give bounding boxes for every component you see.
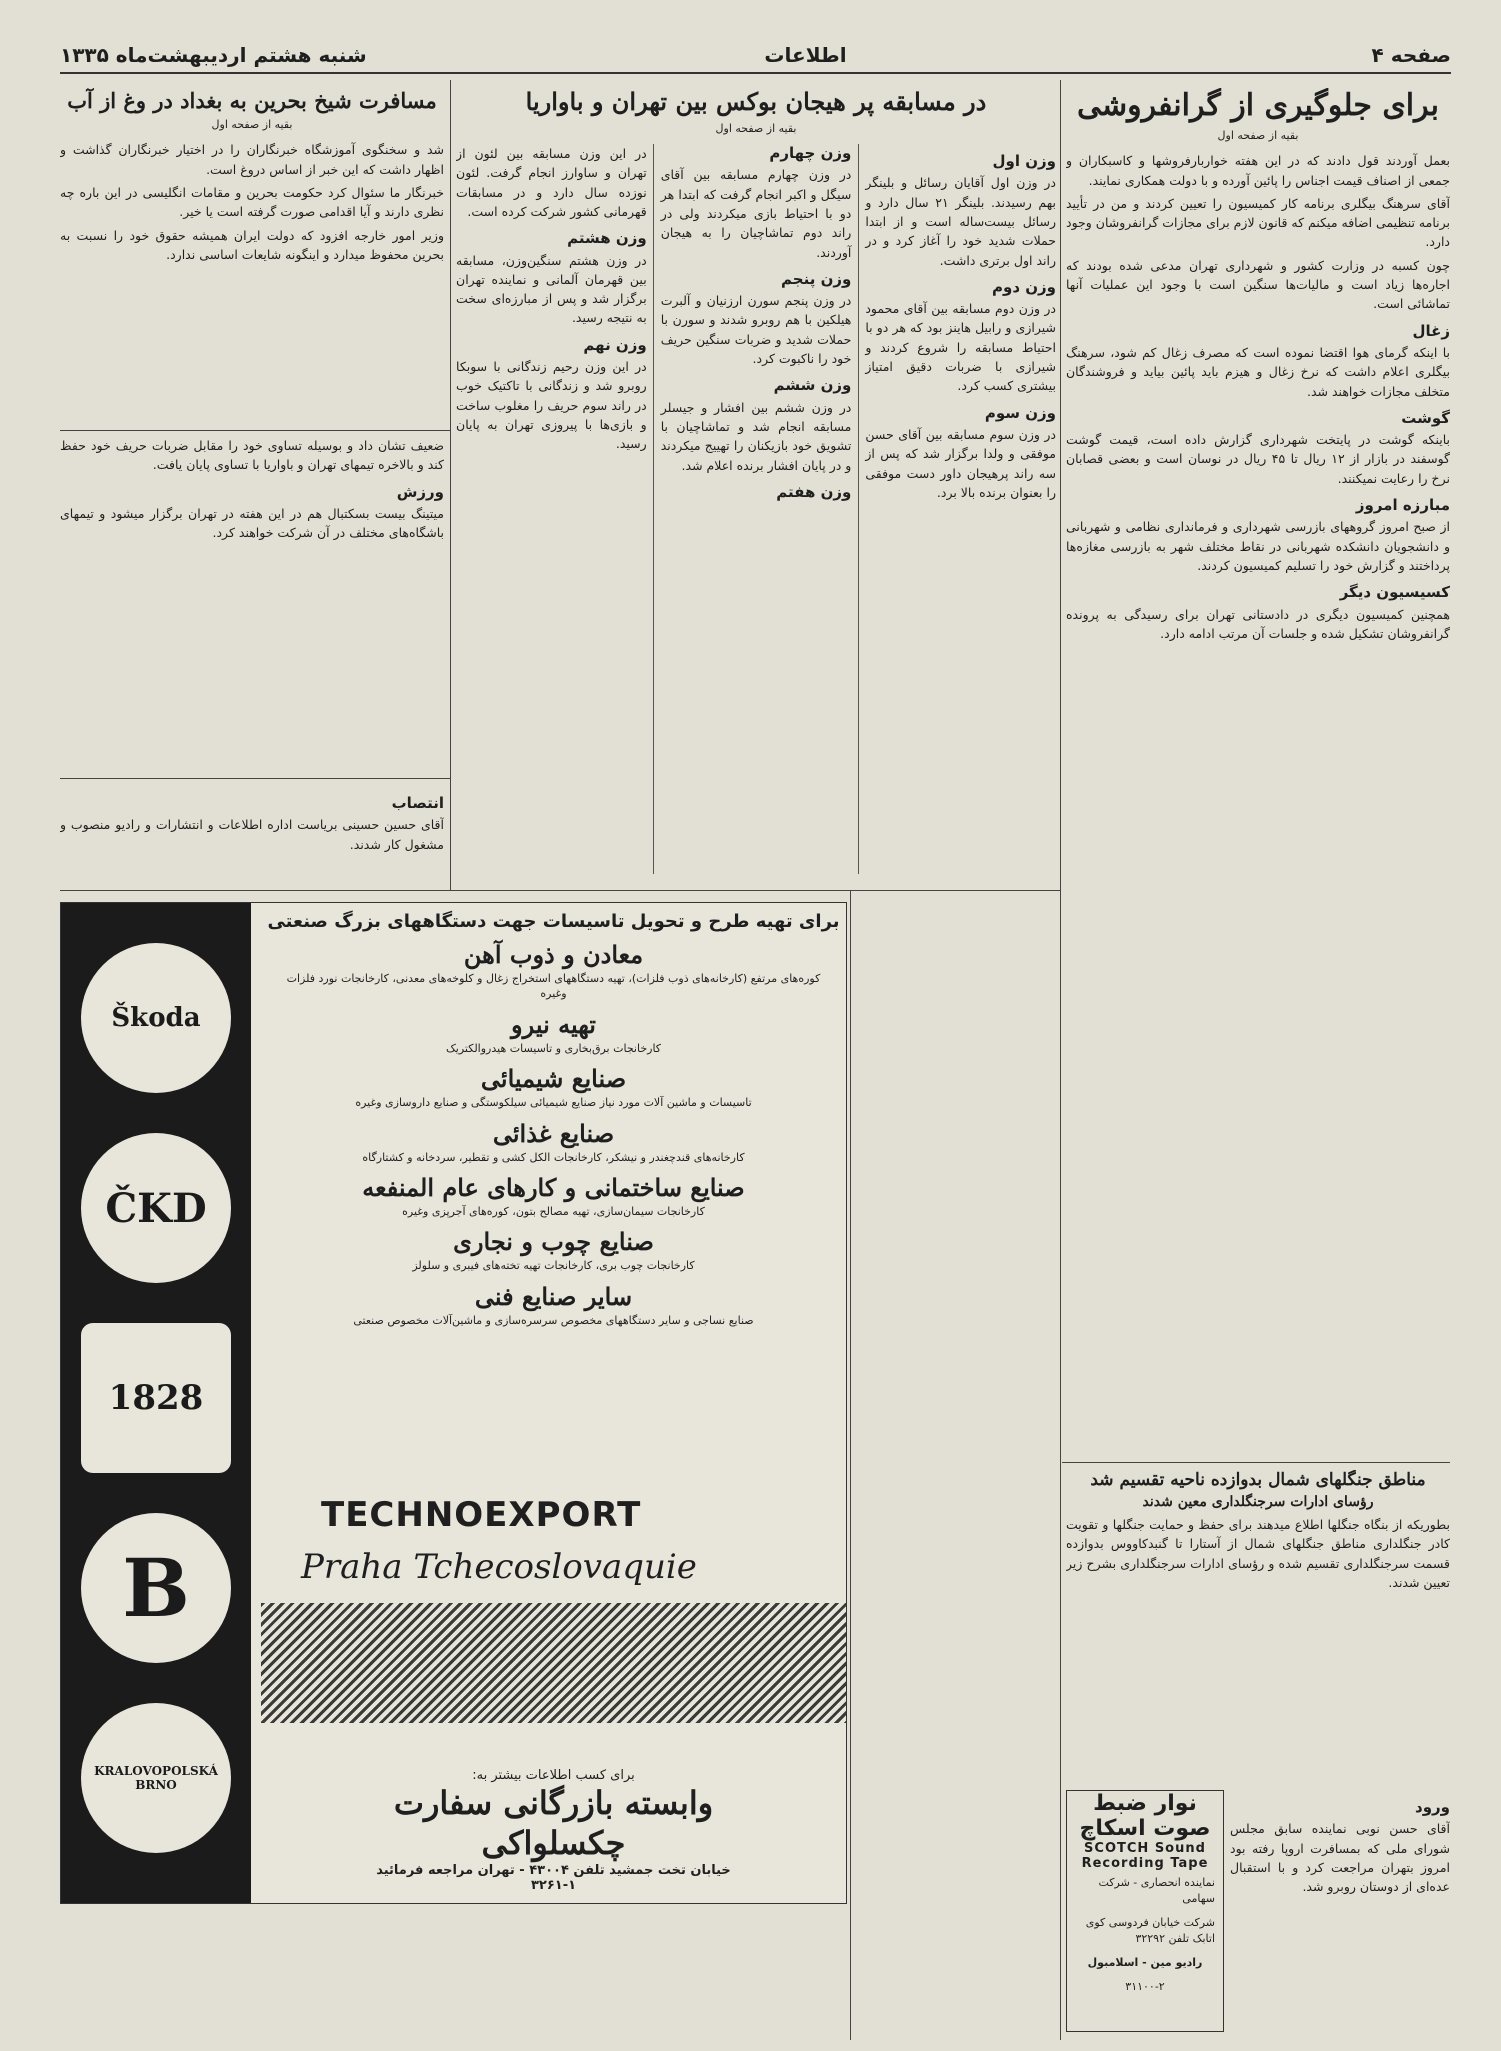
ad-contact <box>261 1768 846 1893</box>
section-title: وزن سوم <box>984 403 1056 422</box>
paragraph: در وزن پنجم سورن ارزنیان و آلبرت هیلکین با هم روبرو شدند و سورن با حملات شدید و ضربات سنگین حریف خود را ناکبوت کرد. <box>660 293 852 367</box>
ad-category-desc: کوره‌های مرتفع (کارخانه‌های ذوب فلزات)، تهیه دستگاههای استخراج زغال و کلوخه‌های معدنی، کارخانجات نورد فلزات وغیره <box>286 972 821 1001</box>
section-title: وزن چهارم <box>769 144 852 163</box>
section-title: وزن پنجم <box>781 269 852 288</box>
newspaper-name: اطلاعات <box>764 43 847 67</box>
logo-strip <box>61 903 251 1903</box>
paragraph: ضعیف تشان داد و بوسیله تساوی خود را مقابل ضربات حریف خود حفظ کند و بالاخره تیمهای تهران و باواریا با تساوی پایان یافت. <box>60 438 444 473</box>
brand-city: Praha Tchecoslovaquie <box>301 1547 697 1587</box>
article-boxing <box>456 88 1056 884</box>
column-rule <box>850 890 851 2040</box>
paragraph: میتینگ بیست بسکتبال هم در این هفته در تهران برگزار میشود و تیمهای باشگاه‌های مختلف در آن شرکت خواهند کرد. <box>60 505 444 541</box>
paragraph: آقای سرهنگ بیگلری برنامه کار کمیسیون را تعیین کردند و من در تأیید برنامه تنظیمی اضافه میکنم که قانون لازم برای مجازات گرانفروشان وجود دارد. <box>1066 195 1450 250</box>
continued-note: بقیه از صفحه اول <box>1217 129 1299 142</box>
paragraph: بعمل آوردند قول دادند که در این هفته خواربارفروشها و کاسبکاران و جمعی از اصناف قیمت اجناس را پائین آورده و با دولت همکاری نمایند. <box>1066 153 1450 188</box>
paragraph: با اینکه گرمای هوا اقتضا نموده است که مصرف زغال کم شود، سرهنگ بیگلری اعلام داشت که نرخ زغال و هیزم باید پائین بیاید و فروشندگان متخلف مجازات خواهند شد. <box>1066 344 1450 399</box>
paragraph: در این وزن مسابقه بین لئون از تهران و ساوارز انجام گرفت. لئون نوزده سال دارد و در مسابقات قهرمانی کشور شرکت کرده است. <box>456 146 647 219</box>
paragraph: از صبح امروز گروههای بازرسی شهرداری و فرمانداری نظامی و شهربانی و دانشجویان دانشکده شهربانی در نقاط مختلف شهر به بازرسی مغازه‌ها پرداختند و گزارش خود را تسلیم کمیسیون کردند. <box>1066 519 1450 573</box>
logo-1828: 1828 <box>81 1323 231 1473</box>
ad-category-desc: تاسیسات و ماشین آلات مورد نیاز صنایع شیمیائی سیلکوستگی و صنایع داروسازی وغیره <box>355 1096 752 1110</box>
section-title: ورزش <box>396 482 444 501</box>
headline: مناطق جنگلهای شمال بدوازده ناحیه تقسیم شد <box>1090 1470 1426 1490</box>
ad-address: شرکت خیابان فردوسی کوی اتابک تلفن ۳۲۲۹۲ <box>1085 1916 1215 1945</box>
ad-title: برای تهیه طرح و تحویل تاسیسات جهت دستگاههای بزرگ صنعتی <box>267 911 840 932</box>
paragraph: در این وزن رحیم زندگانی با سوبکا روبرو شد و زندگانی با تاکتیک خوب در راند سوم حریف را مغلوب ساخت و بازی‌ها با پیروزی تهران به پایان رسید. <box>456 359 647 452</box>
logo-ckd: ČKD <box>81 1133 231 1283</box>
contact-ref: ۳۲۶۱-۱ <box>530 1878 577 1893</box>
ad-category: معادن و ذوب آهن <box>463 940 644 969</box>
continued-note: بقیه از صفحه اول <box>715 121 797 135</box>
paragraph: باینکه گوشت در پایتخت شهرداری گزارش داده است، قیمت گوشت گوسفند در بازار از ۱۲ ریال تا ۴۵ ریال در نوسان است و بعضی قصابان نرخ را رعایت نمیکنند. <box>1066 432 1450 486</box>
section-title: ورود <box>1415 1798 1450 1816</box>
paragraph: در وزن چهارم مسابقه بین آقای سیگل و اکبر انجام گرفت که ابتدا هر دو با احتیاط بازی میکردند ولی در راند دوم تماشاچیان را به هیجان آوردند. <box>660 167 852 260</box>
ad-category-desc: کارخانه‌های قندچغندر و نیشکر، کارخانجات الکل کشی و تقطیر، سردخانه و کشتارگاه <box>362 1150 745 1164</box>
paragraph: در وزن اول آقایان رسائل و بلینگر بهم رسیدند. بلینگر ۲۱ سال دارد و رسائل بیست‌ساله است و از ابتدا حملات شدید خود را آغاز کرد و در راند اول برتری داشت. <box>865 175 1056 268</box>
ad-category: صنایع ساختمانی و کارهای عام المنفعه <box>362 1172 745 1202</box>
section-rule <box>60 778 450 779</box>
paragraph: شد و سخنگوی آموزشگاه خبرنگاران را در اختیار خبرنگاران گذاشت و اظهار داشت که این خبر از اساس دروغ است. <box>60 142 444 177</box>
article-price-control <box>1066 88 1450 1454</box>
masthead <box>60 38 1451 74</box>
ad-category-desc: صنایع نساجی و سایر دستگاههای مخصوص سرسره‌سازی و ماشین‌آلات مخصوص صنعتی <box>353 1313 754 1327</box>
contact-line: وابسته بازرگانی سفارت <box>393 1784 714 1822</box>
headline: در مسابقه پر هیجان بوکس بین تهران و باواریا <box>525 88 987 116</box>
ad-category-desc: کارخانجات برق‌بخاری و تاسیسات هیدروالکتریک <box>445 1041 662 1055</box>
date-line: شنبه هشتم اردیبهشت‌ماه ۱۳۳۵ <box>60 43 367 67</box>
section-title: وزن هشتم <box>567 229 647 248</box>
ad-category-desc: کارخانجات چوب بری، کارخانجات تهیه تخته‌های فیبری و سلولز <box>412 1259 695 1273</box>
section-title: کسیسیون دیگر <box>1339 583 1450 602</box>
section-title: انتصاب <box>391 794 444 812</box>
section-title: وزن دوم <box>992 277 1056 296</box>
contact-line: چکسلواکی <box>481 1824 626 1862</box>
ad-category: سایر صنایع فنی <box>474 1281 633 1311</box>
paragraph: در وزن ششم بین افشار و جیسلر مسابقه انجام شد و تماشاچیان با تشویق خود بازیکنان را تهییج میکردند و در پایان افشار برنده اعلام شد. <box>660 399 852 473</box>
column-rule <box>450 80 451 890</box>
section-rule <box>60 890 1060 891</box>
article-arrival <box>1230 1790 1450 2030</box>
headline: مسافرت شیخ بحرین به بغداد در وغ از آب <box>67 88 437 113</box>
section-title: زغال <box>1412 321 1450 340</box>
ad-agent: نماینده انحصاری - شرکت سهامی <box>1098 1876 1215 1905</box>
paragraph: همچنین کمیسیون دیگری در دادستانی تهران برای رسیدگی به پرونده گرانفروشان تشکیل شده و جلسات آن مرتب ادامه دارد. <box>1066 606 1450 641</box>
contact-intro: برای کسب اطلاعات بیشتر به: <box>472 1768 635 1783</box>
article-appointment <box>60 786 444 886</box>
section-title: وزن نهم <box>583 335 647 354</box>
logo-kralovopolska: KRALOVOPOLSKÁ BRNO <box>81 1703 231 1853</box>
section-title: مبارزه امروز <box>1355 496 1450 515</box>
ad-content <box>261 903 846 1903</box>
paragraph: آقای حسن نوبی نماینده سابق مجلس شورای ملی که بمسافرت اروپا رفته بود امروز بتهران مراجعت کرد و با استقبال عده‌ای از دوستان روبرو شد. <box>1230 1821 1450 1895</box>
paragraph: در وزن هشتم سنگین‌وزن، مسابقه بین قهرمان آلمانی و نماینده تهران برگزار شد و پس از مبارزه‌ای سخت به نتیجه رسید. <box>456 252 647 326</box>
ad-category: صنایع شیمیائی <box>480 1064 627 1094</box>
paragraph: بطوریکه از بنگاه جنگلها اطلاع میدهند برای حفظ و حمایت جنگلها و تقویت کادر جنگلداری مناطق جنگلهای شمال از آستارا تا گنبدکاووس بدوازده قسمت سرجنگلداری تقسیم شده و رؤسای ادارات سرجنگلداری بشرح زیر تعیین شدند. <box>1066 1517 1450 1591</box>
paragraph: در وزن دوم مسابقه بین آقای محمود شیرازی و رابیل هاینز بود که هر دو با احتیاط مسابقه را شروع کردند و شیرازی با ضربات دقیق امتیاز بیشتری کسب کرد. <box>865 301 1056 394</box>
paragraph: در وزن سوم مسابقه بین آقای حسن موفقی و ولدا برگزار شد که پس از سه راند پرهیجان داور دست موفقی را بعنوان برنده بالا برد. <box>865 426 1056 500</box>
paragraph: وزیر امور خارجه افزود که دولت ایران همیشه حقوق خود را نسبت به بحرین محفوظ میدارد و اینگونه شایعات اساسی ندارد. <box>60 227 444 262</box>
page-number: صفحه ۴ <box>1371 43 1451 67</box>
article-forests <box>1066 1470 1450 1770</box>
section-title: وزن اول <box>992 152 1056 171</box>
continued-note: بقیه از صفحه اول <box>211 118 293 132</box>
section-title: وزن هفتم <box>776 482 852 501</box>
ad-category: تهیه نیرو <box>511 1009 596 1039</box>
decorative-wave <box>261 1603 846 1723</box>
column-rule <box>1060 80 1061 2040</box>
paragraph: چون کسبه در وزارت کشور و شهرداری تهران مدعی شده بودند که اجاره‌ها زیاد است و مالیات‌ها سنگین است با وجود این عملیات آنها تماشائی است. <box>1066 257 1450 312</box>
contact-address: خیابان تخت جمشید تلفن ۴۳۰۰۴ - تهران مراجعه فرمائید <box>376 1863 731 1878</box>
logo-b: B <box>81 1513 231 1663</box>
ad-category: صنایع غذائی <box>492 1118 615 1148</box>
brand-technoexport: TECHNOEXPORT <box>321 1495 642 1535</box>
ad-technoexport <box>60 902 847 1904</box>
article-sport-misc <box>60 436 444 772</box>
paragraph: خبرنگار ما سئوال کرد حکومت بحرین و مقامات انگلیسی در این باره چه نظری دارند و آیا اقدامی صورت گرفته است یا خیر. <box>60 185 444 220</box>
ad-category-desc: کارخانجات سیمان‌سازی، تهیه مصالح بتون، کوره‌های آجرپزی وغیره <box>402 1204 705 1218</box>
ad-category: صنایع چوب و نجاری <box>453 1227 654 1257</box>
ad-brand: SCOTCH Sound Recording Tape <box>1081 1841 1209 1871</box>
section-rule <box>60 430 450 431</box>
subheadline: رؤسای ادارات سرجنگلداری معین شدند <box>1142 1494 1374 1511</box>
logo-skoda: Škoda <box>81 943 231 1093</box>
paragraph: آقای حسین حسینی بریاست اداره اطلاعات و انتشارات و رادیو منصوب و مشغول کار شدند. <box>60 817 444 852</box>
ad-title: نوار ضبط صوت اسکاچ <box>1079 1791 1211 1841</box>
article-sheikh-bahrain <box>60 88 444 428</box>
ad-phone: ۳۱۱۰۰-۲ <box>1125 1980 1165 1993</box>
headline: برای جلوگیری از گرانفروشی <box>1076 88 1440 123</box>
ad-shop: رادیو مین - اسلامبول <box>1087 1956 1203 1969</box>
section-rule <box>1062 1462 1450 1463</box>
section-title: گوشت <box>1401 408 1450 427</box>
section-title: وزن ششم <box>773 376 852 395</box>
ad-scotch <box>1066 1790 1224 2032</box>
